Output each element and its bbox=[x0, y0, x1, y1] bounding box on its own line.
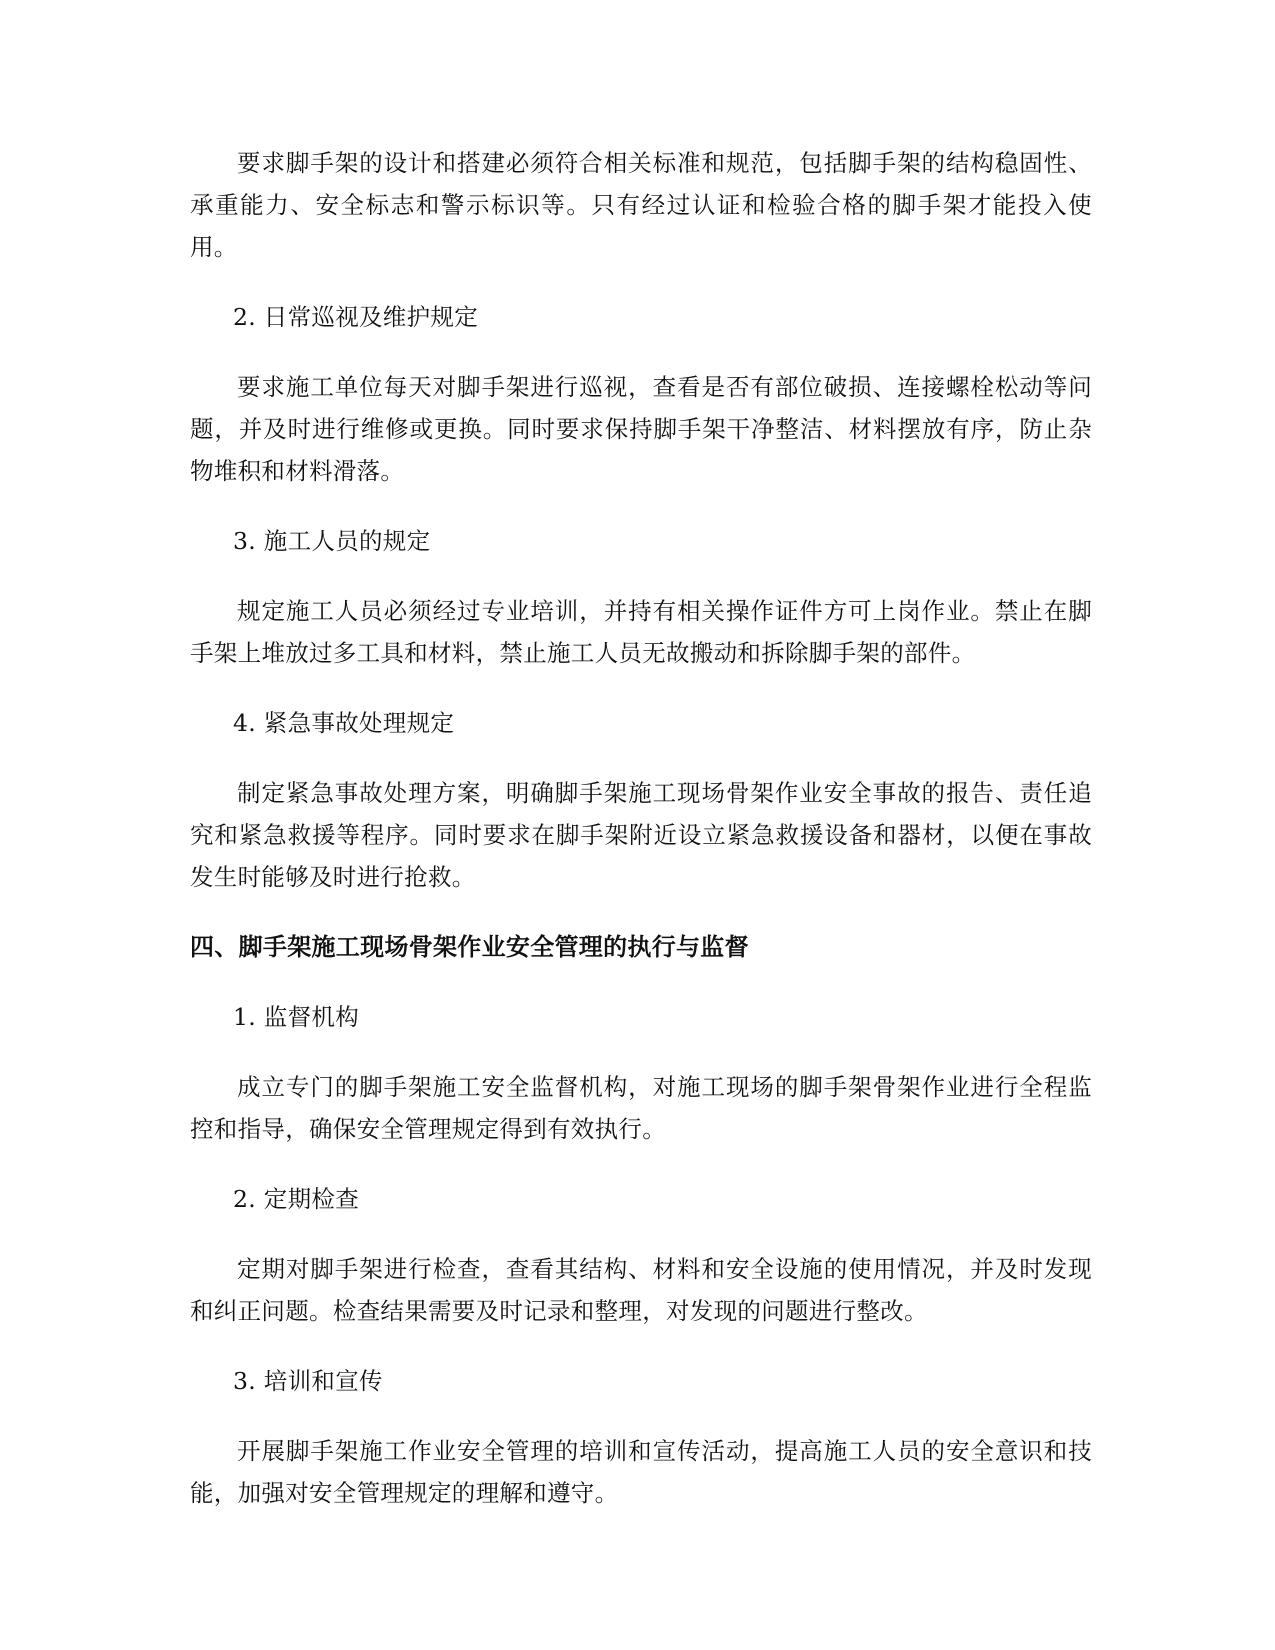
document-body bbox=[190, 142, 1092, 1542]
paragraph-periodic-check: 定期对脚手架进行检查，查看其结构、材料和安全设施的使用情况，并及时发现和纠正问题。检查结果需要及时记录和整理，对发现的问题进行整改。 bbox=[190, 1255, 1092, 1325]
paragraph-worker-rules: 规定施工人员必须经过专业培训，并持有相关操作证件方可上岗作业。禁止在脚手架上堆放过多工具和材料，禁止施工人员无故搬动和拆除脚手架的部件。 bbox=[190, 597, 1092, 667]
item-emergency-title: 4. 紧急事故处理规定 bbox=[233, 709, 455, 737]
paragraph-training: 开展脚手架施工作业安全管理的培训和宣传活动，提高施工人员的安全意识和技能，加强对安全管理规定的理解和遵守。 bbox=[190, 1437, 1092, 1507]
section-heading-execution-supervision: 四、脚手架施工现场骨架作业安全管理的执行与监督 bbox=[190, 933, 749, 961]
paragraph-scaffold-design-standards: 要求脚手架的设计和搭建必须符合相关标准和规范，包括脚手架的结构稳固性、承重能力、安全标志和警示标识等。只有经过认证和检验合格的脚手架才能投入使用。 bbox=[190, 149, 1092, 261]
item-periodic-check-title: 2. 定期检查 bbox=[233, 1185, 359, 1213]
item-worker-rules-title: 3. 施工人员的规定 bbox=[233, 527, 431, 555]
paragraph-emergency: 制定紧急事故处理方案，明确脚手架施工现场骨架作业安全事故的报告、责任追究和紧急救援等程序。同时要求在脚手架附近设立紧急救援设备和器材，以便在事故发生时能够及时进行抢救。 bbox=[190, 779, 1092, 891]
paragraph-supervision-agency: 成立专门的脚手架施工安全监督机构，对施工现场的脚手架骨架作业进行全程监控和指导，确保安全管理规定得到有效执行。 bbox=[190, 1073, 1092, 1143]
paragraph-daily-inspection: 要求施工单位每天对脚手架进行巡视，查看是否有部位破损、连接螺栓松动等问题，并及时进行维修或更换。同时要求保持脚手架干净整洁、材料摆放有序，防止杂物堆积和材料滑落。 bbox=[190, 373, 1092, 485]
item-training-title: 3. 培训和宣传 bbox=[233, 1367, 383, 1395]
item-daily-inspection-title: 2. 日常巡视及维护规定 bbox=[233, 303, 478, 331]
item-supervision-agency-title: 1. 监督机构 bbox=[233, 1003, 359, 1031]
